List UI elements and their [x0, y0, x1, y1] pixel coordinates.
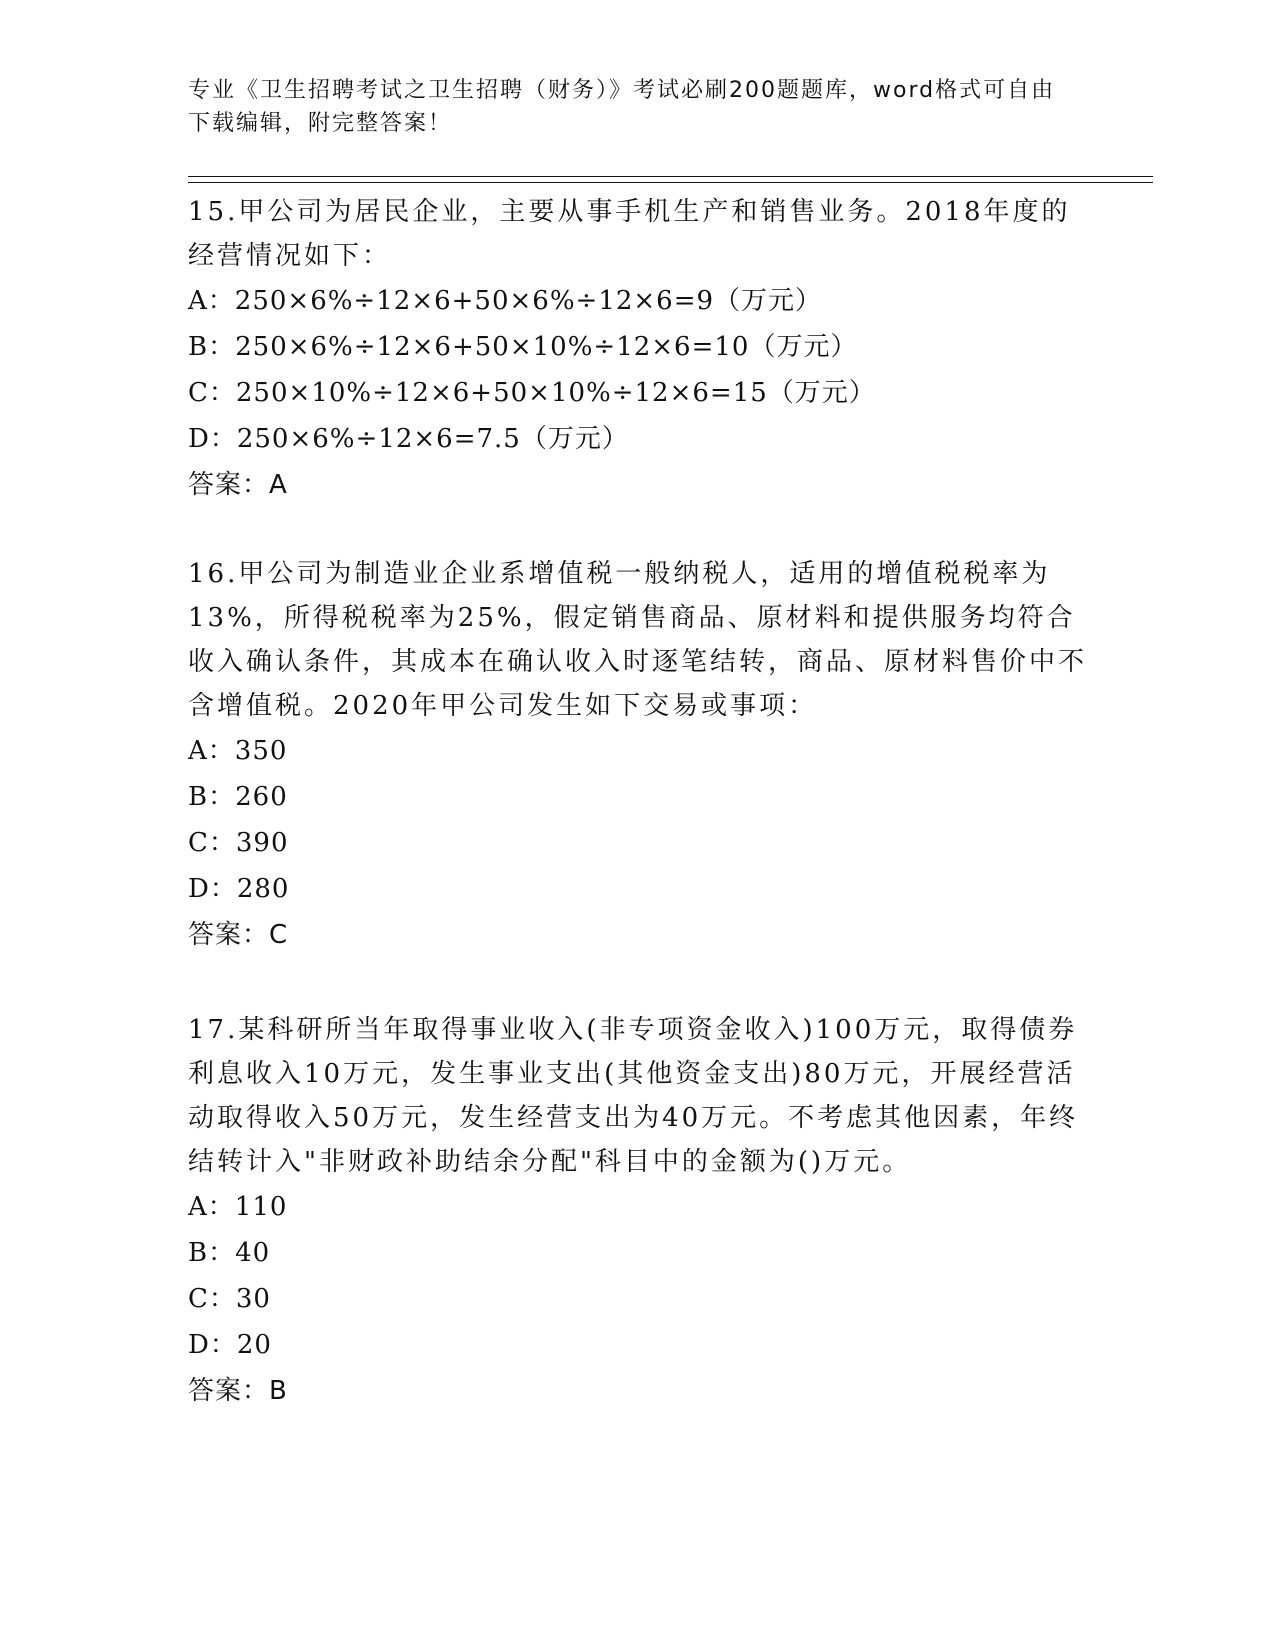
option-a: A：110: [188, 1192, 288, 1222]
question-stem: 15.甲公司为居民企业，主要从事手机生产和销售业务。2018年度的经营情况如下：: [188, 197, 1071, 271]
option-c: C：390: [188, 828, 289, 858]
option-a: A：350: [188, 736, 288, 766]
option-d: D：280: [188, 874, 290, 904]
document-header-note: 专业《卫生招聘考试之卫生招聘（财务）》考试必刷200题题库，word格式可自由下载编辑，附完整答案！: [188, 78, 1056, 136]
question-stem: 17.某科研所当年取得事业收入(非专项资金收入)100万元，取得债券利息收入10万元，发生事业支出(其他资金支出)80万元，开展经营活动取得收入50万元，发生经营支出为40万元。不考虑其他因素，年终结转计入"非财政补助结余分配"科目中的金额为()万元。: [188, 1015, 1079, 1177]
header-divider-bottom: [188, 182, 1153, 183]
option-b: B：250×6%÷12×6+50×10%÷12×6=10（万元）: [188, 332, 858, 362]
option-b: B：260: [188, 782, 288, 812]
header-divider-top: [188, 176, 1153, 177]
question-17: [188, 1008, 1088, 1414]
answer-line: 答案：C: [188, 920, 289, 950]
option-c: C：250×10%÷12×6+50×10%÷12×6=15（万元）: [188, 378, 876, 408]
option-c: C：30: [188, 1284, 271, 1314]
option-b: B：40: [188, 1238, 271, 1268]
question-15: [188, 190, 1088, 508]
question-stem: 16.甲公司为制造业企业系增值税一般纳税人，适用的增值税税率为13%，所得税税率为25%，假定销售商品、原材料和提供服务均符合收入确认条件，其成本在确认收入时逐笔结转，商品、原材料售价中不含增值税。2020年甲公司发生如下交易或事项：: [188, 559, 1088, 721]
option-d: D：20: [188, 1330, 272, 1360]
answer-line: 答案：A: [188, 470, 288, 500]
question-16: [188, 552, 1088, 958]
answer-line: 答案：B: [188, 1376, 288, 1406]
option-a: A：250×6%÷12×6+50×6%÷12×6=9（万元）: [188, 286, 823, 316]
option-d: D：250×6%÷12×6=7.5（万元）: [188, 424, 629, 454]
